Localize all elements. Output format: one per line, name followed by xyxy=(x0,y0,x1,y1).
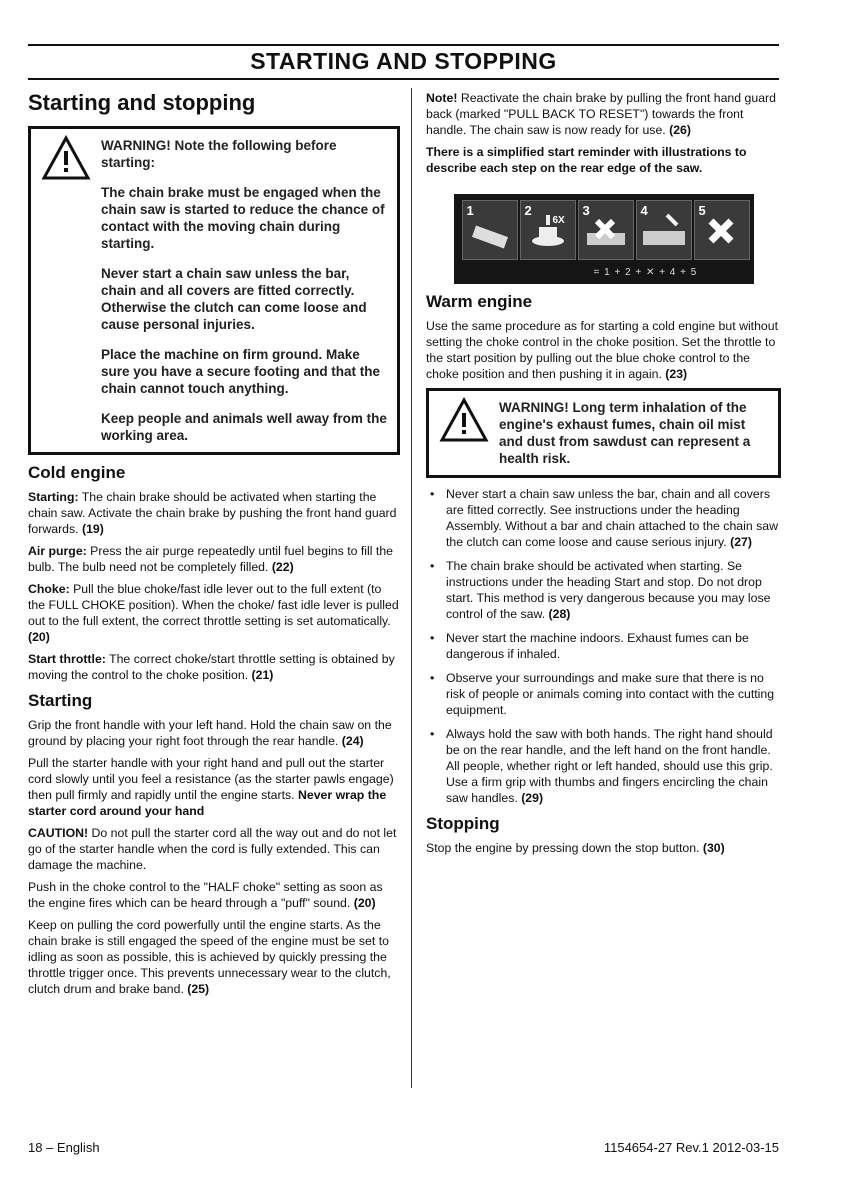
left-column xyxy=(28,90,400,1003)
page-header-title: STARTING AND STOPPING xyxy=(250,48,557,74)
label: Note! xyxy=(426,91,458,105)
warning-line: Place the machine on firm ground. Make sure you have a secure footing and that the chain cannot touch anything. xyxy=(101,347,381,396)
figure-ref: (30) xyxy=(702,841,725,855)
warning-box-starting xyxy=(28,126,400,455)
text: Stop the engine by pressing down the stop button. xyxy=(426,841,703,855)
figure-ref: (24) xyxy=(341,734,364,748)
text: Push in the choke control to the "HALF choke" setting as soon as the engine fires which can be heard through a "puff" sound. xyxy=(28,880,383,910)
section-title: Starting and stopping xyxy=(28,90,256,115)
paragraph xyxy=(426,318,781,382)
text: Grip the front handle with your left hand. Hold the chain saw on the ground by placing your right foot through the rear handle. xyxy=(28,718,392,748)
figure-ref: (21) xyxy=(251,668,274,682)
label: Starting: xyxy=(28,490,79,504)
text: Pull the blue choke/fast idle lever out to the full extent (to the FULL CHOKE position). When the choke/ fast idle lever is pulled out to the full extent, the correct throttle setting is set automatically. xyxy=(28,582,399,628)
emphasis: Never wrap the starter cord around your hand xyxy=(28,788,387,818)
paragraph-start-throttle xyxy=(28,651,400,683)
warning-line: The chain brake must be engaged when the chain saw is started to reduce the chance of contact with the moving chain during starting. xyxy=(101,185,385,251)
reminder-step: 3 xyxy=(578,200,634,260)
label: Air purge: xyxy=(28,544,87,558)
text: The correct choke/start throttle setting is obtained by moving the control to the choke position. xyxy=(28,652,395,682)
document-id: 1154654-27 Rev.1 2012-03-15 xyxy=(603,1140,779,1155)
repeat-count: 6X xyxy=(552,215,565,226)
text: Pull the starter handle with your right hand and pull out the starter cord slowly until you feel a resistance (as the starter pawls engage) then pull firmly and rapidly until the engine starts. xyxy=(28,756,394,802)
reminder-step: 4 xyxy=(636,200,692,260)
paragraph xyxy=(28,755,400,819)
paragraph-starting xyxy=(28,489,400,537)
note-paragraph xyxy=(426,90,781,138)
heading-warm-engine: Warm engine xyxy=(426,292,533,311)
figure-ref: (20) xyxy=(353,896,376,910)
safety-bullets xyxy=(426,486,781,806)
list-item: • The chain brake should be activated when starting. Se instructions under the heading Start and stop. Do not drop start. This method is very dangerous because you may lose control of the saw. (28) xyxy=(426,558,781,622)
warning-line: WARNING! Long term inhalation of the engine's exhaust fumes, chain oil mist and dust from sawdust can represent a health risk. xyxy=(499,400,751,466)
heading-cold-engine: Cold engine xyxy=(28,463,126,482)
header-rule-top xyxy=(28,44,779,46)
page-number: 18 – English xyxy=(28,1140,100,1155)
label: CAUTION! xyxy=(28,826,89,840)
paragraph xyxy=(28,717,400,749)
figure-ref: (23) xyxy=(665,367,688,381)
reminder-step: 2 6X xyxy=(520,200,576,260)
figure-ref: (26) xyxy=(669,123,691,137)
paragraph xyxy=(28,917,400,997)
figure-ref: (19) xyxy=(82,522,104,536)
reminder-step: 1 xyxy=(462,200,518,260)
figure-ref: (20) xyxy=(28,630,50,644)
figure-ref: (22) xyxy=(271,560,294,574)
paragraph-air-purge xyxy=(28,543,400,575)
text: Press the air purge repeatedly until fuel begins to fill the bulb. The bulb need not be completely filled. xyxy=(28,544,393,574)
warning-triangle-icon xyxy=(41,135,91,181)
list-item: • Observe your surroundings and make sure that there is no risk of people or animals coming into contact with the cutting equipment. xyxy=(426,670,781,718)
paragraph-caution xyxy=(28,825,400,873)
reminder-step: 5 xyxy=(694,200,750,260)
label: Start throttle: xyxy=(28,652,106,666)
heading-starting: Starting xyxy=(28,691,93,710)
text: The chain brake should be activated when starting the chain saw. Activate the chain brake by pushing the front hand guard forwards. xyxy=(28,490,397,536)
label: Choke: xyxy=(28,582,70,596)
reminder-formula: = 1 + 2 + ✕ + 4 + 5 xyxy=(593,267,698,278)
list-item: • Always hold the saw with both hands. The right hand should be on the rear handle, and the left hand on the front handle. All people, whether right or left handed, should use this grip. Use a firm grip with thumbs and fingers encircling the chain saw handles. (29) xyxy=(426,726,781,806)
paragraph xyxy=(426,840,781,856)
start-reminder-image xyxy=(454,194,754,284)
warning-line: Keep people and animals well away from the working area. xyxy=(101,411,387,443)
text: Use the same procedure as for starting a cold engine but without setting the choke control in the choke position. Set the throttle to the start position by pulling out the blue choke control to the choke position and then pushing it in again. xyxy=(426,319,779,381)
header-rule-bottom xyxy=(28,78,779,80)
right-column xyxy=(426,90,781,862)
text: Keep on pulling the cord powerfully until the engine starts. As the chain brake is still engaged the speed of the engine must be set to idling as soon as possible, this is achieved by quickly pressing the throttle trigger once. This prevents unnecessary wear to the clutch, clutch drum and brake band. xyxy=(28,918,391,996)
list-item: • Never start the machine indoors. Exhaust fumes can be dangerous if inhaled. xyxy=(426,630,781,662)
text: Do not pull the starter cord all the way out and do not let go of the starter handle when the cord is fully extended. This can damage the machine. xyxy=(28,826,397,872)
warning-triangle-icon xyxy=(439,397,489,443)
paragraph-choke xyxy=(28,581,400,645)
warning-box-exhaust xyxy=(426,388,781,478)
heading-stopping: Stopping xyxy=(426,814,500,833)
text: Reactivate the chain brake by pulling the front hand guard back (marked "PULL BACK TO RESET") towards the front handle. The chain saw is now ready for use. xyxy=(426,91,776,137)
reminder-text: There is a simplified start reminder with illustrations to describe each step on the rear edge of the saw. xyxy=(426,145,747,175)
paragraph xyxy=(28,879,400,911)
warning-line: WARNING! Note the following before starting: xyxy=(101,138,337,170)
column-divider xyxy=(411,88,412,1088)
list-item: • Never start a chain saw unless the bar, chain and all covers are fitted correctly. See instructions under the heading Assembly. Without a bar and chain attached to the chain saw the clutch can come loose and cause serious injury. (27) xyxy=(426,486,781,550)
warning-line: Never start a chain saw unless the bar, chain and all covers are fitted correctly. Otherwise the clutch can come loose and cause personal injuries. xyxy=(101,266,367,332)
figure-ref: (25) xyxy=(187,982,210,996)
